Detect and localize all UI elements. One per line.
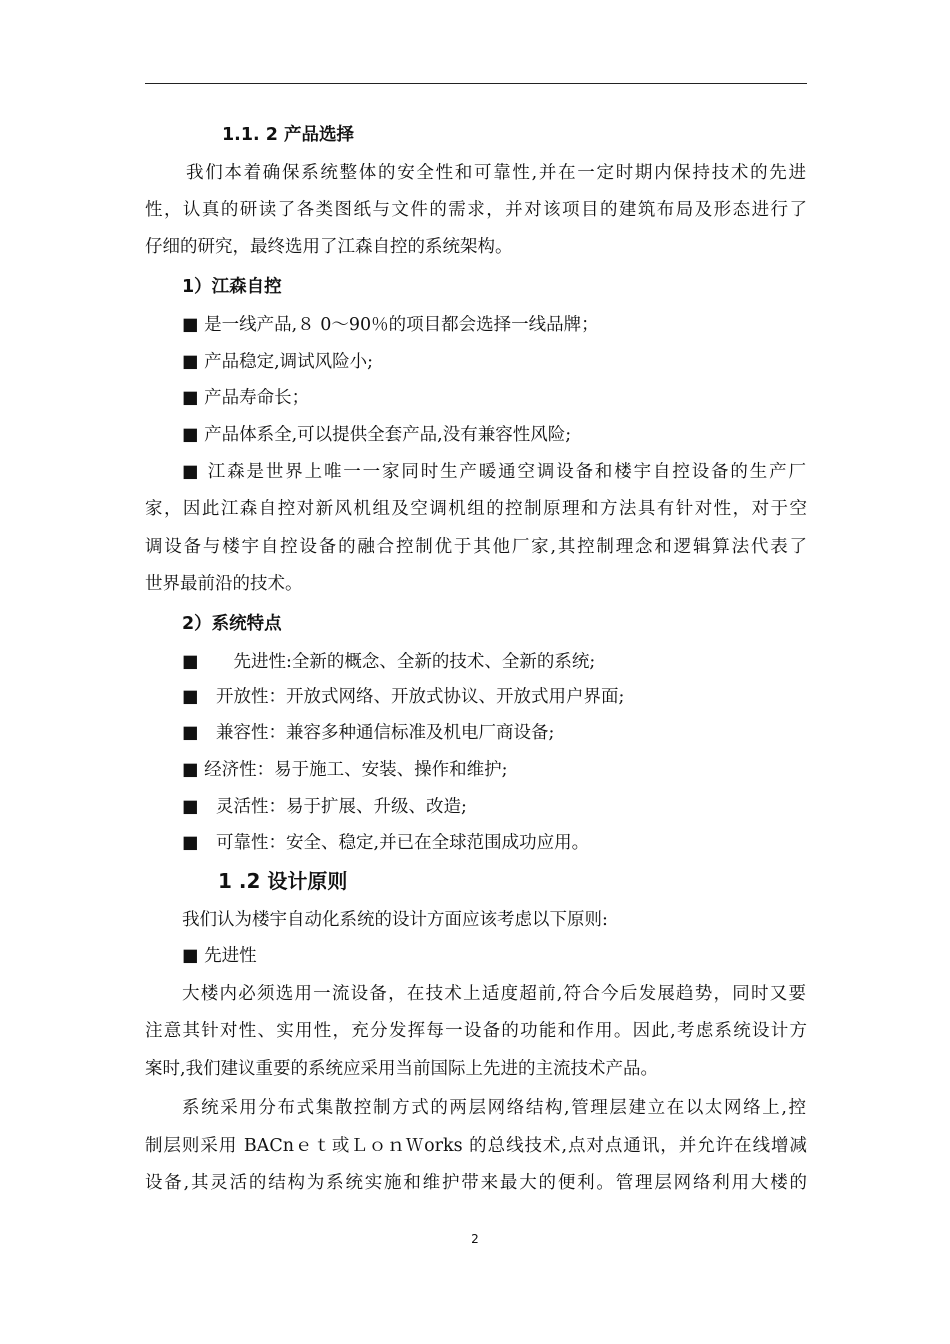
para2-line-3: 设备,其灵活的结构为系统实施和维护带来最大的便利。管理层网络利用大楼的 xyxy=(145,1173,807,1193)
design-intro: 我们认为楼宇自动化系统的设计方面应该考虑以下原则: xyxy=(182,910,608,930)
sub1-long-line-1: ■ 江森是世界上唯一一家同时生产暖通空调设备和楼宇自控设备的生产厂 xyxy=(182,462,806,482)
para1-line-1: 大楼内必须选用一流设备，在技术上适度超前,符合今后发展趋势，同时又要 xyxy=(182,984,806,1004)
principle-title: ■ 先进性 xyxy=(182,946,257,966)
sub2-item-5: ■ 灵活性：易于扩展、升级、改造; xyxy=(182,797,467,817)
intro-line-3: 仔细的研究，最终选用了江森自控的系统架构。 xyxy=(145,237,513,257)
sub1-long-line-2: 家，因此江森自控对新风机组及空调机组的控制原理和方法具有针对性，对于空 xyxy=(145,499,807,519)
sub1-long-line-4: 世界最前沿的技术。 xyxy=(145,574,303,594)
sub2-title: 2）系统特点 xyxy=(182,614,282,634)
section-heading-1-2: 1 .2 设计原则 xyxy=(218,869,348,893)
intro-line-1: 我们本着确保系统整体的安全性和可靠性,并在一定时期内保持技术的先进 xyxy=(186,163,806,183)
sub2-item-3: ■ 兼容性：兼容多种通信标准及机电厂商设备; xyxy=(182,723,555,743)
page-number: 2 xyxy=(471,1232,479,1246)
para1-line-2: 注意其针对性、实用性，充分发挥每一设备的功能和作用。因此,考虑系统设计方 xyxy=(145,1021,807,1041)
section-heading-1-1-2: 1.1. 2 产品选择 xyxy=(222,125,355,145)
sub1-long-line-3: 调设备与楼宇自控设备的融合控制优于其他厂家,其控制理念和逻辑算法代表了 xyxy=(145,537,807,557)
sub1-item-3: ■ 产品寿命长； xyxy=(182,388,310,408)
sub2-item-4: ■ 经济性：易于施工、安装、操作和维护; xyxy=(182,760,508,780)
sub2-item-1: ■ 先进性:全新的概念、全新的技术、全新的系统; xyxy=(182,652,596,672)
sub2-item-2: ■ 开放性：开放式网络、开放式协议、开放式用户界面; xyxy=(182,687,625,707)
para2-line-1: 系统采用分布式集散控制方式的两层网络结构,管理层建立在以太网络上,控 xyxy=(182,1098,806,1118)
sub2-item-6: ■ 可靠性：安全、稳定,并已在全球范围成功应用。 xyxy=(182,833,590,853)
sub1-item-1: ■ 是一线产品,８ 0～90％的项目都会选择一线品牌； xyxy=(182,315,599,335)
intro-line-2: 性，认真的研读了各类图纸与文件的需求，并对该项目的建筑布局及形态进行了 xyxy=(145,200,807,220)
sub1-title: 1）江森自控 xyxy=(182,277,282,297)
para2-line-2: 制层则采用 BACnｅｔ或ＬｏｎＷorks 的总线技术,点对点通讯，并允许在线增减 xyxy=(145,1136,807,1156)
sub1-item-4: ■ 产品体系全,可以提供全套产品,没有兼容性风险; xyxy=(182,425,572,445)
header-rule xyxy=(145,83,807,84)
sub1-item-2: ■ 产品稳定,调试风险小; xyxy=(182,352,374,372)
para1-line-3: 案时,我们建议重要的系统应采用当前国际上先进的主流技术产品。 xyxy=(145,1059,659,1079)
